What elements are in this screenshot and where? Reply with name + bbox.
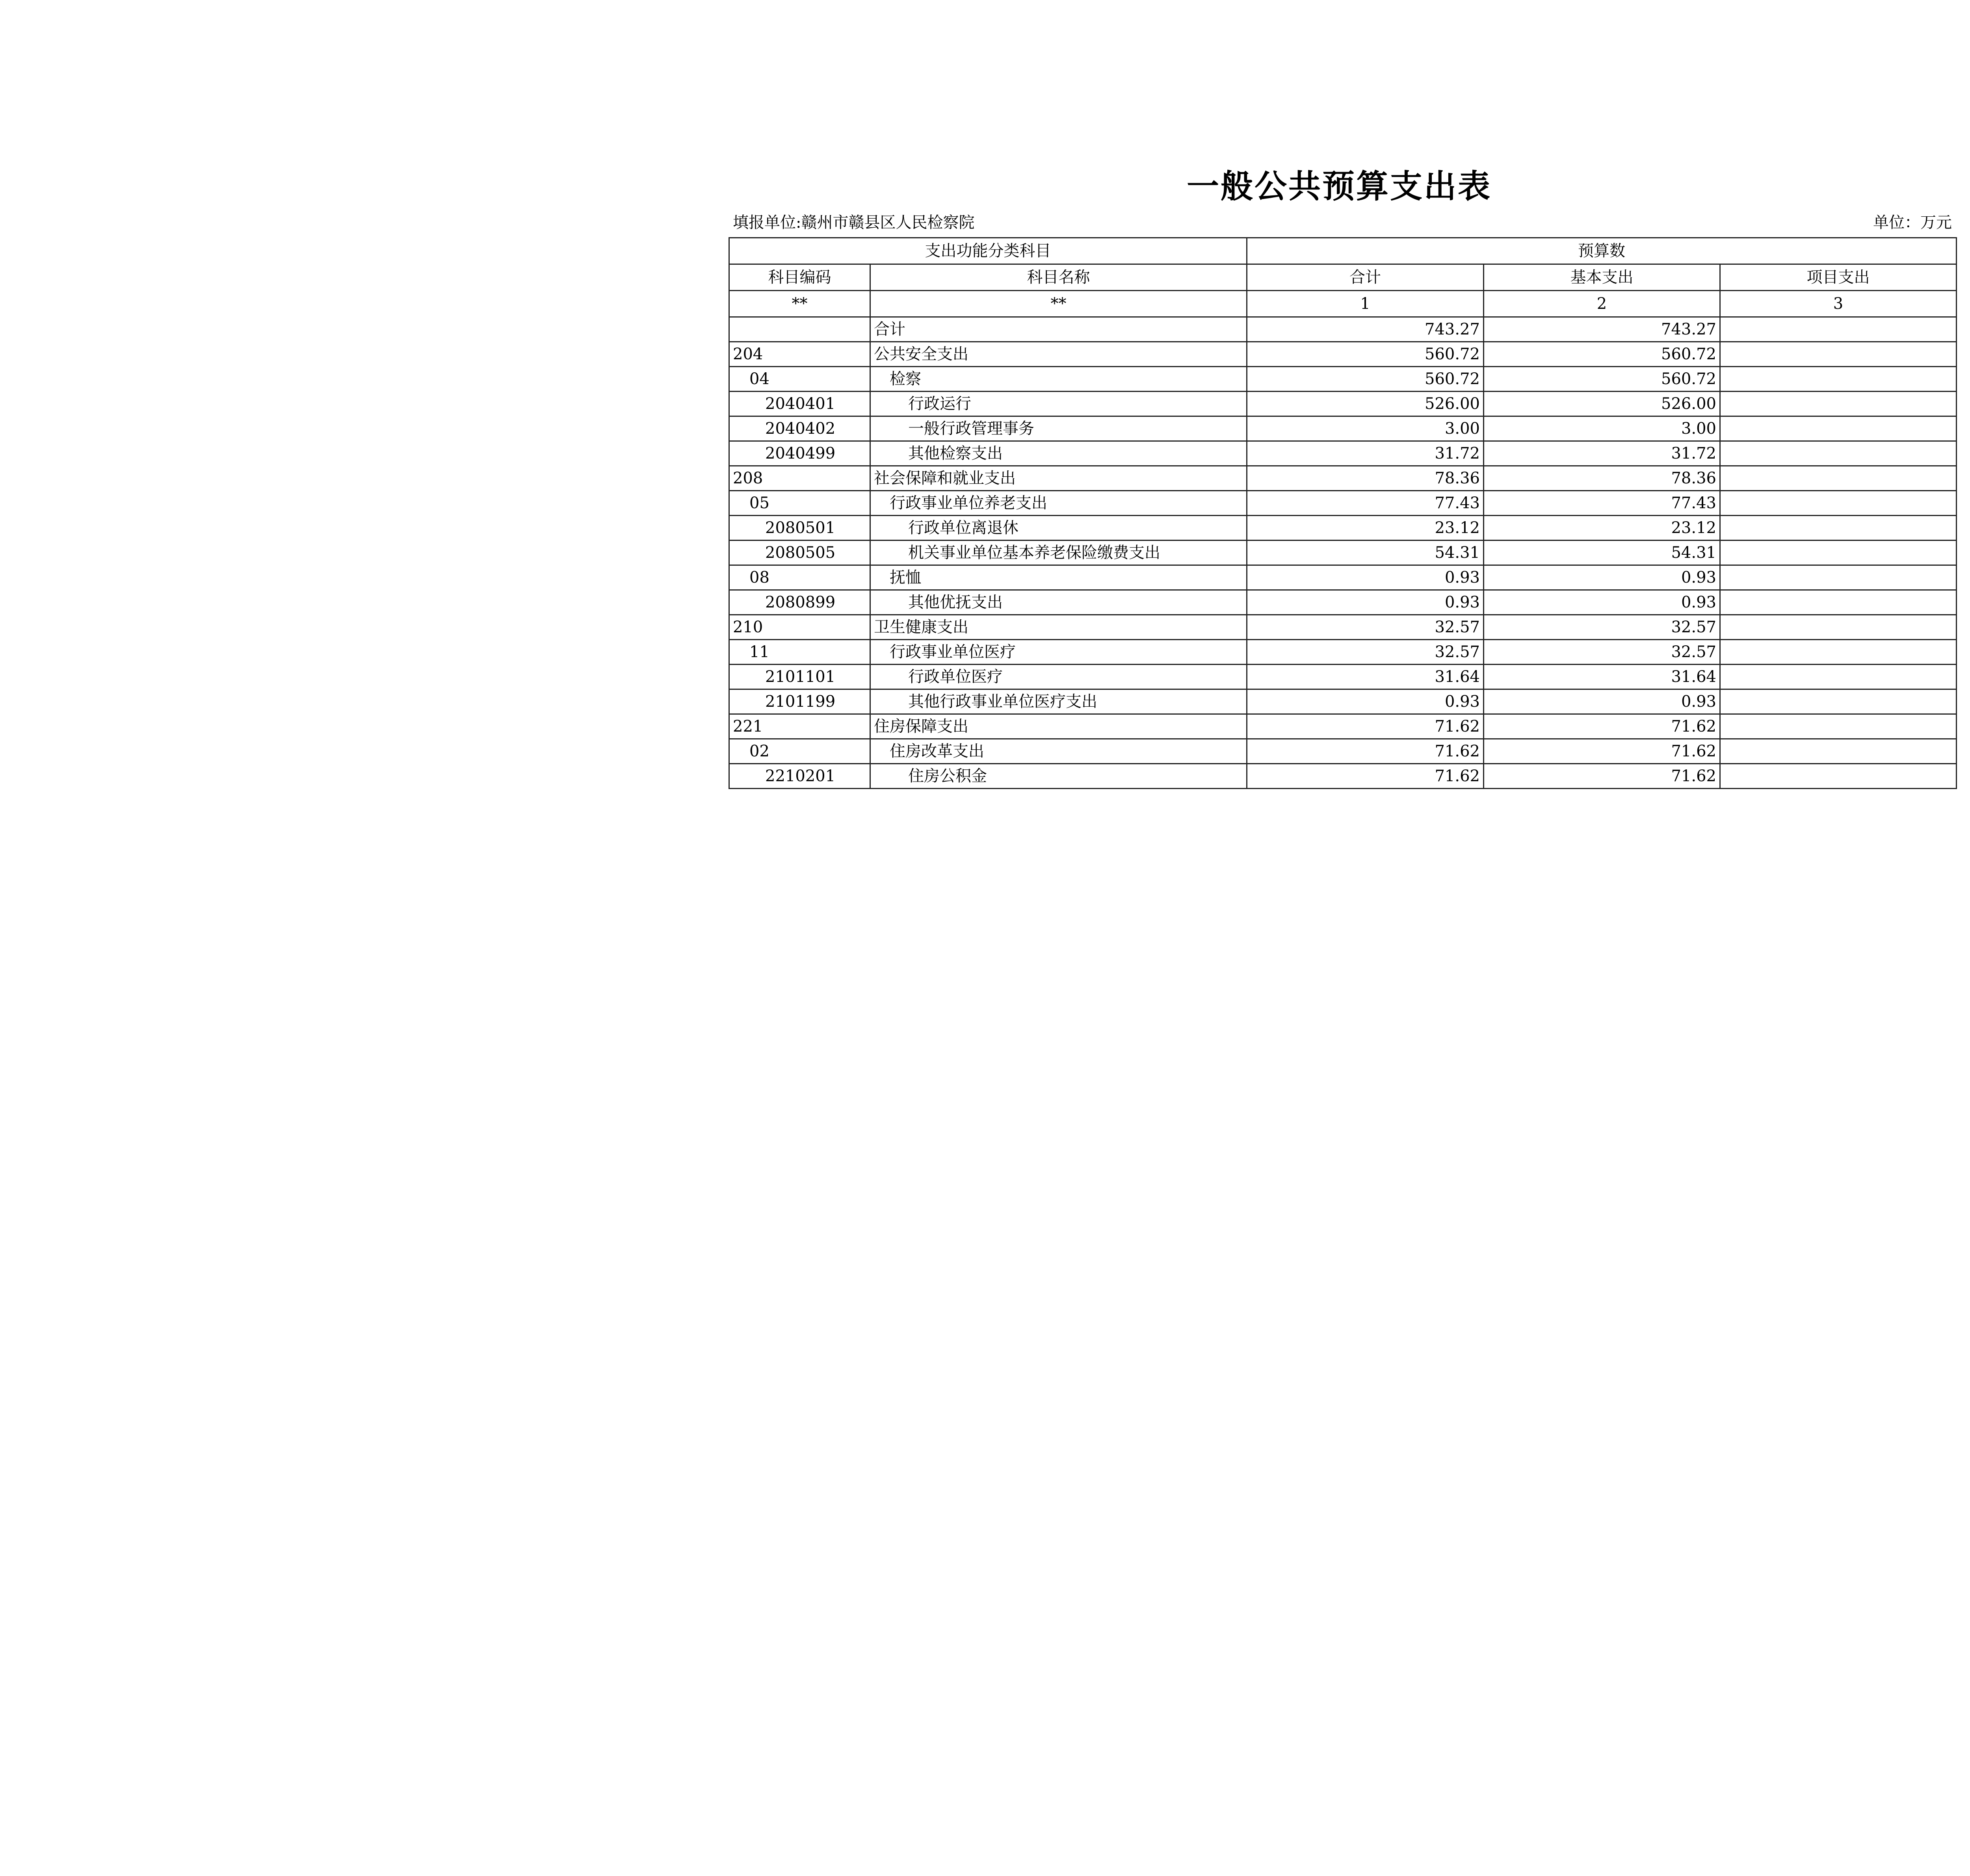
cell-project-expenditure bbox=[1720, 392, 1957, 416]
cell-subject-code: 210 bbox=[729, 615, 870, 640]
table-body bbox=[729, 317, 1957, 789]
cell-basic-expenditure: 78.36 bbox=[1484, 466, 1720, 491]
table-row bbox=[729, 317, 1957, 342]
index-project: 3 bbox=[1720, 291, 1957, 317]
cell-project-expenditure bbox=[1720, 665, 1957, 689]
cell-project-expenditure bbox=[1720, 441, 1957, 466]
table-row bbox=[729, 739, 1957, 764]
cell-subject-code: 04 bbox=[729, 367, 870, 392]
header-project-expenditure: 项目支出 bbox=[1720, 264, 1957, 291]
cell-project-expenditure bbox=[1720, 640, 1957, 665]
currency-unit: 单位：万元 bbox=[1873, 214, 1952, 232]
cell-subject-code: 208 bbox=[729, 466, 870, 491]
table-row bbox=[729, 416, 1957, 441]
cell-total: 743.27 bbox=[1247, 317, 1484, 342]
table-row bbox=[729, 367, 1957, 392]
cell-total: 0.93 bbox=[1247, 565, 1484, 590]
cell-basic-expenditure: 3.00 bbox=[1484, 416, 1720, 441]
cell-subject-name: 住房公积金 bbox=[870, 764, 1247, 789]
cell-subject-code: 204 bbox=[729, 342, 870, 367]
cell-subject-code: 2101199 bbox=[729, 689, 870, 714]
cell-total: 54.31 bbox=[1247, 541, 1484, 565]
cell-project-expenditure bbox=[1720, 689, 1957, 714]
cell-subject-code: 2101101 bbox=[729, 665, 870, 689]
cell-total: 0.93 bbox=[1247, 590, 1484, 615]
cell-subject-code: 2080501 bbox=[729, 516, 870, 541]
cell-subject-name: 抚恤 bbox=[870, 565, 1247, 590]
header-basic-expenditure: 基本支出 bbox=[1484, 264, 1720, 291]
cell-basic-expenditure: 77.43 bbox=[1484, 491, 1720, 516]
cell-subject-name: 卫生健康支出 bbox=[870, 615, 1247, 640]
cell-subject-name: 一般行政管理事务 bbox=[870, 416, 1247, 441]
cell-project-expenditure bbox=[1720, 317, 1957, 342]
cell-project-expenditure bbox=[1720, 590, 1957, 615]
cell-total: 23.12 bbox=[1247, 516, 1484, 541]
cell-subject-name: 行政单位医疗 bbox=[870, 665, 1247, 689]
cell-basic-expenditure: 32.57 bbox=[1484, 640, 1720, 665]
cell-total: 526.00 bbox=[1247, 392, 1484, 416]
reporting-unit: 填报单位:赣州市赣县区人民检察院 bbox=[733, 214, 975, 232]
cell-project-expenditure bbox=[1720, 516, 1957, 541]
cell-subject-name: 其他检察支出 bbox=[870, 441, 1247, 466]
budget-expenditure-table bbox=[729, 237, 1957, 789]
table-row bbox=[729, 342, 1957, 367]
table-row bbox=[729, 640, 1957, 665]
index-total: 1 bbox=[1247, 291, 1484, 317]
cell-basic-expenditure: 560.72 bbox=[1484, 342, 1720, 367]
cell-total: 32.57 bbox=[1247, 615, 1484, 640]
cell-subject-name: 其他行政事业单位医疗支出 bbox=[870, 689, 1247, 714]
cell-basic-expenditure: 743.27 bbox=[1484, 317, 1720, 342]
cell-basic-expenditure: 32.57 bbox=[1484, 615, 1720, 640]
cell-project-expenditure bbox=[1720, 739, 1957, 764]
cell-total: 78.36 bbox=[1247, 466, 1484, 491]
cell-subject-code: 05 bbox=[729, 491, 870, 516]
cell-total: 3.00 bbox=[1247, 416, 1484, 441]
cell-subject-code: 02 bbox=[729, 739, 870, 764]
table-row bbox=[729, 615, 1957, 640]
table-row bbox=[729, 392, 1957, 416]
index-code: ** bbox=[729, 291, 870, 317]
cell-subject-name: 其他优抚支出 bbox=[870, 590, 1247, 615]
cell-basic-expenditure: 31.64 bbox=[1484, 665, 1720, 689]
index-name: ** bbox=[870, 291, 1247, 317]
cell-subject-name: 住房保障支出 bbox=[870, 714, 1247, 739]
cell-basic-expenditure: 0.93 bbox=[1484, 689, 1720, 714]
cell-subject-name: 行政单位离退休 bbox=[870, 516, 1247, 541]
cell-total: 31.64 bbox=[1247, 665, 1484, 689]
cell-project-expenditure bbox=[1720, 541, 1957, 565]
cell-basic-expenditure: 0.93 bbox=[1484, 590, 1720, 615]
cell-total: 560.72 bbox=[1247, 367, 1484, 392]
header-total: 合计 bbox=[1247, 264, 1484, 291]
cell-subject-name: 行政事业单位养老支出 bbox=[870, 491, 1247, 516]
cell-subject-name: 住房改革支出 bbox=[870, 739, 1247, 764]
cell-subject-code: 2040402 bbox=[729, 416, 870, 441]
index-basic: 2 bbox=[1484, 291, 1720, 317]
cell-subject-code: 2040499 bbox=[729, 441, 870, 466]
cell-subject-code bbox=[729, 317, 870, 342]
cell-project-expenditure bbox=[1720, 342, 1957, 367]
cell-project-expenditure bbox=[1720, 565, 1957, 590]
cell-total: 71.62 bbox=[1247, 714, 1484, 739]
cell-subject-name: 机关事业单位基本养老保险缴费支出 bbox=[870, 541, 1247, 565]
cell-subject-code: 2210201 bbox=[729, 764, 870, 789]
cell-project-expenditure bbox=[1720, 416, 1957, 441]
table-row bbox=[729, 590, 1957, 615]
cell-subject-name: 检察 bbox=[870, 367, 1247, 392]
table-row bbox=[729, 565, 1957, 590]
cell-subject-name: 合计 bbox=[870, 317, 1247, 342]
table-row bbox=[729, 714, 1957, 739]
cell-subject-code: 08 bbox=[729, 565, 870, 590]
cell-project-expenditure bbox=[1720, 367, 1957, 392]
cell-project-expenditure bbox=[1720, 491, 1957, 516]
cell-subject-code: 221 bbox=[729, 714, 870, 739]
table-row bbox=[729, 516, 1957, 541]
cell-subject-name: 行政运行 bbox=[870, 392, 1247, 416]
cell-basic-expenditure: 31.72 bbox=[1484, 441, 1720, 466]
cell-total: 71.62 bbox=[1247, 764, 1484, 789]
cell-subject-code: 2080899 bbox=[729, 590, 870, 615]
cell-basic-expenditure: 526.00 bbox=[1484, 392, 1720, 416]
cell-project-expenditure bbox=[1720, 764, 1957, 789]
cell-project-expenditure bbox=[1720, 714, 1957, 739]
cell-basic-expenditure: 23.12 bbox=[1484, 516, 1720, 541]
header-budget-amount: 预算数 bbox=[1247, 238, 1957, 264]
cell-subject-name: 社会保障和就业支出 bbox=[870, 466, 1247, 491]
cell-total: 77.43 bbox=[1247, 491, 1484, 516]
table-row bbox=[729, 541, 1957, 565]
header-function-classification: 支出功能分类科目 bbox=[729, 238, 1247, 264]
cell-total: 31.72 bbox=[1247, 441, 1484, 466]
cell-total: 560.72 bbox=[1247, 342, 1484, 367]
cell-basic-expenditure: 71.62 bbox=[1484, 764, 1720, 789]
table-row bbox=[729, 491, 1957, 516]
cell-project-expenditure bbox=[1720, 615, 1957, 640]
table-row bbox=[729, 665, 1957, 689]
header-subject-name: 科目名称 bbox=[870, 264, 1247, 291]
table-row bbox=[729, 441, 1957, 466]
cell-basic-expenditure: 71.62 bbox=[1484, 714, 1720, 739]
cell-basic-expenditure: 71.62 bbox=[1484, 739, 1720, 764]
cell-subject-code: 2040401 bbox=[729, 392, 870, 416]
cell-project-expenditure bbox=[1720, 466, 1957, 491]
cell-total: 71.62 bbox=[1247, 739, 1484, 764]
cell-basic-expenditure: 560.72 bbox=[1484, 367, 1720, 392]
cell-subject-name: 行政事业单位医疗 bbox=[870, 640, 1247, 665]
header-subject-code: 科目编码 bbox=[729, 264, 870, 291]
page-title: 一般公共预算支出表 bbox=[1186, 167, 1492, 205]
cell-basic-expenditure: 0.93 bbox=[1484, 565, 1720, 590]
table-row bbox=[729, 689, 1957, 714]
table-row bbox=[729, 764, 1957, 789]
cell-subject-name: 公共安全支出 bbox=[870, 342, 1247, 367]
cell-subject-code: 2080505 bbox=[729, 541, 870, 565]
cell-total: 32.57 bbox=[1247, 640, 1484, 665]
cell-total: 0.93 bbox=[1247, 689, 1484, 714]
cell-basic-expenditure: 54.31 bbox=[1484, 541, 1720, 565]
table-row bbox=[729, 466, 1957, 491]
cell-subject-code: 11 bbox=[729, 640, 870, 665]
